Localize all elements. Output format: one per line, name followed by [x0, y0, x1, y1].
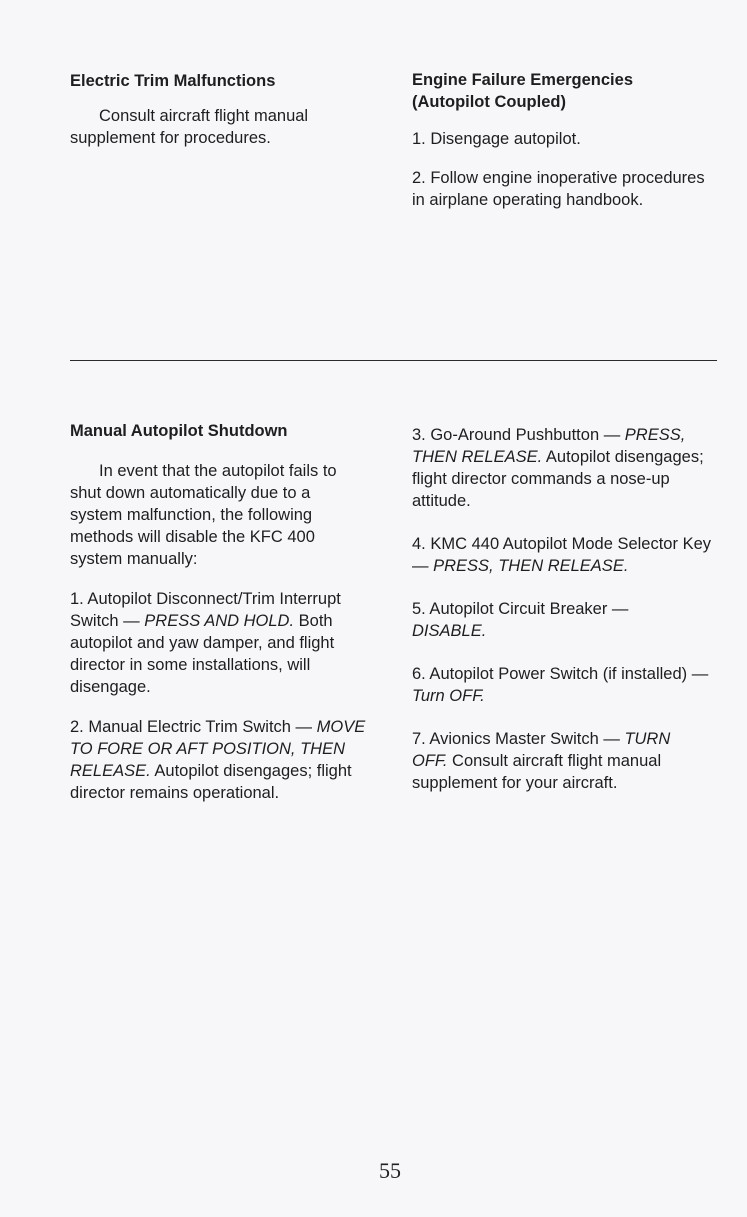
shutdown-step-3-action: PRESS, THEN RELEASE.: [412, 426, 686, 466]
shutdown-step-3: [412, 424, 712, 512]
shutdown-step-7-action: TURN OFF.: [412, 730, 671, 770]
shutdown-step-7: [412, 728, 707, 794]
shutdown-step-6-prefix: 6. Autopilot Power Switch (if installed) —: [412, 665, 709, 683]
engine-failure-heading-line1: Engine Failure Emergencies: [412, 71, 633, 89]
shutdown-step-7-suffix: Consult aircraft flight manual supplement for your aircraft.: [412, 752, 662, 792]
shutdown-step-7-prefix: 7. Avionics Master Switch —: [412, 730, 625, 748]
manual-shutdown-heading: Manual Autopilot Shutdown: [70, 422, 288, 440]
shutdown-step-6: [412, 663, 722, 707]
shutdown-step-5: [412, 598, 662, 642]
shutdown-step-3-suffix: Autopilot disengages; flight director commands a nose-up attitude.: [412, 448, 704, 510]
manual-shutdown-intro: In event that the autopilot fails to shut down automatically due to a system malfunction, the following methods will disable the KFC 400 system manually:: [70, 462, 337, 568]
electric-trim-section: [70, 70, 350, 149]
shutdown-step-2-action: MOVE TO FORE OR AFT POSITION, THEN RELEASE.: [70, 718, 366, 780]
shutdown-step-2-prefix: 2. Manual Electric Trim Switch —: [70, 718, 317, 736]
shutdown-step-6-action: Turn OFF.: [412, 687, 485, 705]
shutdown-step-1-action: PRESS AND HOLD.: [144, 612, 295, 630]
manual-shutdown-section: [70, 420, 370, 804]
shutdown-step-2-suffix: Autopilot disengages; flight director remains operational.: [70, 762, 352, 802]
engine-failure-step-1: 1. Disengage autopilot.: [412, 130, 581, 148]
shutdown-step-4-action: PRESS, THEN RELEASE.: [433, 557, 629, 575]
shutdown-step-3-prefix: 3. Go-Around Pushbutton —: [412, 426, 625, 444]
shutdown-step-5-prefix: 5. Autopilot Circuit Breaker —: [412, 600, 629, 618]
shutdown-step-4: [412, 533, 722, 577]
shutdown-step-4-prefix: 4. KMC 440 Autopilot Mode Selector Key —: [412, 535, 711, 575]
electric-trim-body: Consult aircraft flight manual supplement for procedures.: [70, 107, 309, 147]
page-number: 55: [379, 1158, 401, 1183]
shutdown-steps-continued: [412, 424, 722, 794]
shutdown-step-5-action: DISABLE.: [412, 622, 487, 640]
engine-failure-section: [412, 69, 722, 211]
engine-failure-step-2: 2. Follow engine inoperative procedures in airplane operating handbook.: [412, 169, 705, 209]
shutdown-step-1: [70, 588, 370, 698]
shutdown-step-1-prefix: 1. Autopilot Disconnect/Trim Interrupt Switch —: [70, 590, 341, 630]
section-divider: [70, 360, 717, 361]
engine-failure-heading-line2: (Autopilot Coupled): [412, 93, 566, 111]
electric-trim-heading: Electric Trim Malfunctions: [70, 72, 276, 90]
shutdown-step-2: [70, 716, 370, 804]
shutdown-step-1-suffix: Both autopilot and yaw damper, and flight director in some installations, will disengage.: [70, 612, 335, 696]
